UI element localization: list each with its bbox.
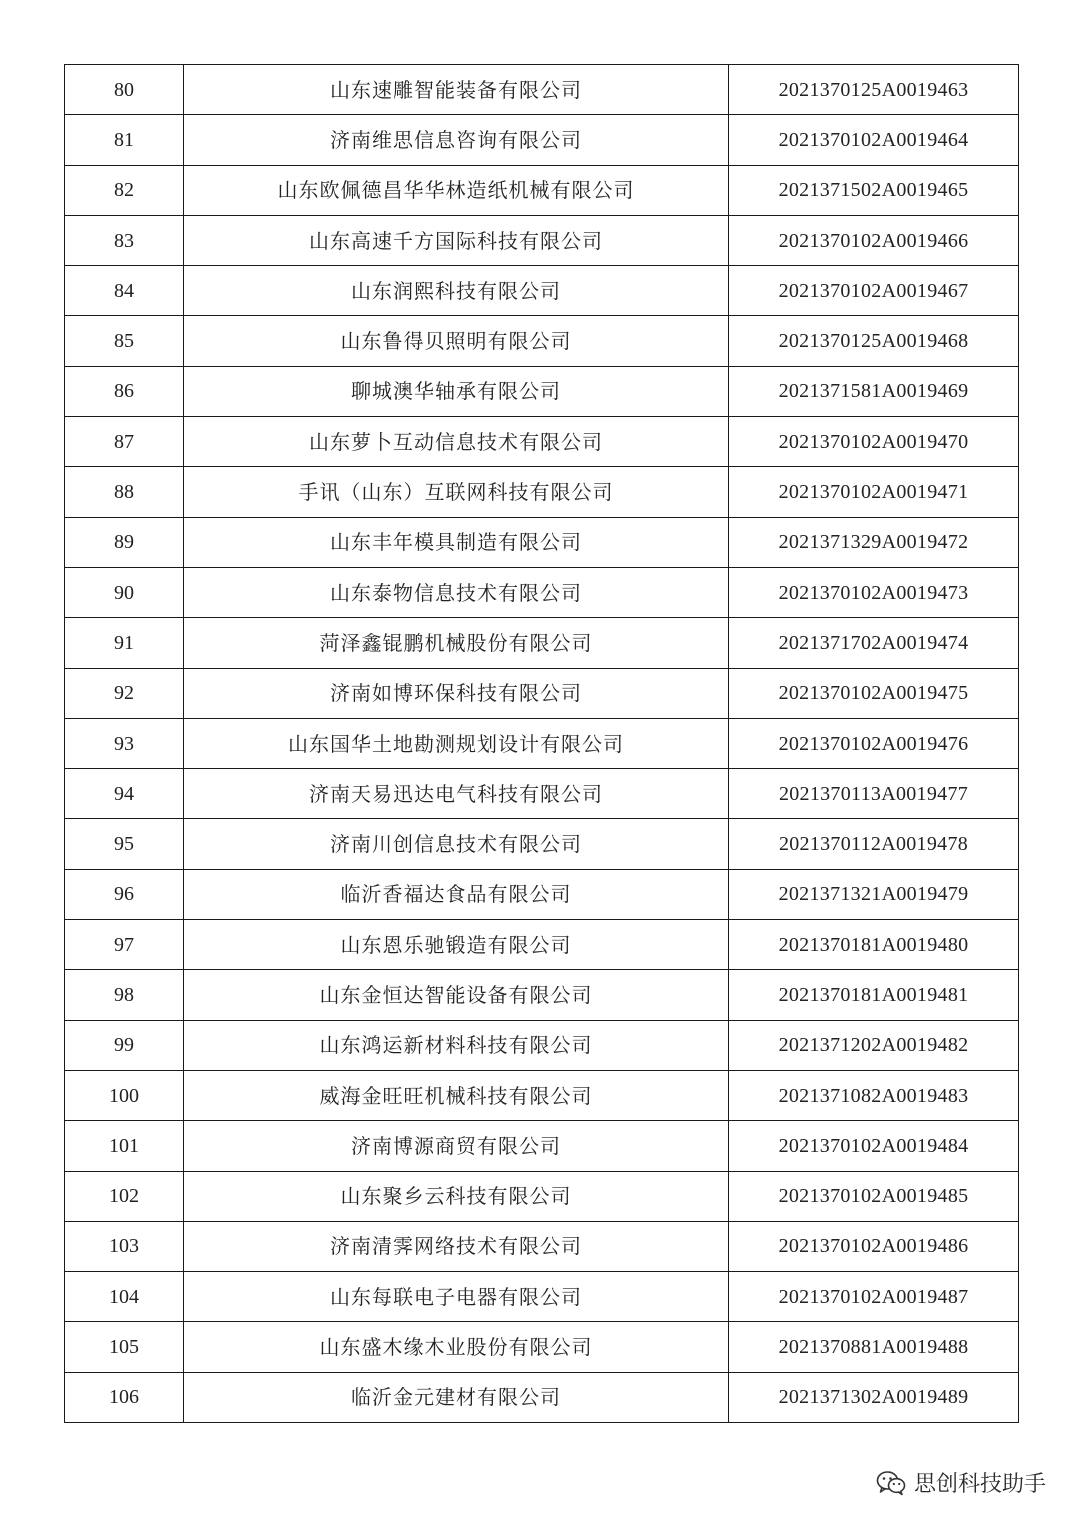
table-row [65,1171,1019,1221]
table-row [65,1020,1019,1070]
row-number: 100 [65,1070,184,1120]
table-row [65,215,1019,265]
company-name: 威海金旺旺机械科技有限公司 [184,1070,729,1120]
company-registry-table [64,64,1019,1423]
registration-code: 2021371581A0019469 [729,366,1019,416]
row-number: 104 [65,1272,184,1322]
row-number: 101 [65,1121,184,1171]
company-name: 济南川创信息技术有限公司 [184,819,729,869]
registration-code: 2021370102A0019464 [729,115,1019,165]
table-row [65,819,1019,869]
registration-code: 2021371202A0019482 [729,1020,1019,1070]
registration-code: 2021370113A0019477 [729,769,1019,819]
company-name: 聊城澳华轴承有限公司 [184,366,729,416]
row-number: 102 [65,1171,184,1221]
row-number: 91 [65,618,184,668]
row-number: 95 [65,819,184,869]
company-name: 济南维思信息咨询有限公司 [184,115,729,165]
registration-code: 2021370102A0019487 [729,1272,1019,1322]
company-name: 菏泽鑫锟鹏机械股份有限公司 [184,618,729,668]
company-name: 山东欧佩德昌华华林造纸机械有限公司 [184,165,729,215]
company-name: 山东润熙科技有限公司 [184,266,729,316]
table-row [65,718,1019,768]
company-name: 山东国华土地勘测规划设计有限公司 [184,718,729,768]
row-number: 85 [65,316,184,366]
company-name: 山东速雕智能装备有限公司 [184,65,729,115]
wechat-icon [876,1470,906,1496]
row-number: 80 [65,65,184,115]
row-number: 81 [65,115,184,165]
table-row [65,869,1019,919]
table-row [65,366,1019,416]
table-row [65,65,1019,115]
table-row [65,567,1019,617]
table-row [65,970,1019,1020]
table-row [65,316,1019,366]
registration-code: 2021370102A0019466 [729,215,1019,265]
row-number: 99 [65,1020,184,1070]
company-name: 济南清霁网络技术有限公司 [184,1221,729,1271]
row-number: 88 [65,467,184,517]
table-row [65,417,1019,467]
company-name: 临沂金元建材有限公司 [184,1372,729,1422]
company-name: 山东聚乡云科技有限公司 [184,1171,729,1221]
company-name: 山东高速千方国际科技有限公司 [184,215,729,265]
table-row [65,618,1019,668]
row-number: 82 [65,165,184,215]
company-name: 山东恩乐驰锻造有限公司 [184,920,729,970]
row-number: 87 [65,417,184,467]
row-number: 84 [65,266,184,316]
registration-code: 2021371502A0019465 [729,165,1019,215]
registration-code: 2021370102A0019484 [729,1121,1019,1171]
watermark [876,1467,1046,1498]
table-row [65,668,1019,718]
registration-code: 2021370102A0019475 [729,668,1019,718]
company-name: 山东鲁得贝照明有限公司 [184,316,729,366]
table-row [65,467,1019,517]
company-name: 山东丰年模具制造有限公司 [184,517,729,567]
registration-code: 2021370102A0019476 [729,718,1019,768]
table-row [65,266,1019,316]
row-number: 89 [65,517,184,567]
registration-code: 2021370125A0019463 [729,65,1019,115]
table-row [65,1322,1019,1372]
table-row [65,1221,1019,1271]
company-name: 山东金恒达智能设备有限公司 [184,970,729,1020]
row-number: 86 [65,366,184,416]
registration-code: 2021370125A0019468 [729,316,1019,366]
row-number: 93 [65,718,184,768]
registration-code: 2021370102A0019471 [729,467,1019,517]
registration-code: 2021370181A0019480 [729,920,1019,970]
table-row [65,1272,1019,1322]
registration-code: 2021371082A0019483 [729,1070,1019,1120]
row-number: 103 [65,1221,184,1271]
registration-code: 2021370181A0019481 [729,970,1019,1020]
row-number: 92 [65,668,184,718]
company-name: 山东盛木缘木业股份有限公司 [184,1322,729,1372]
company-name: 济南天易迅达电气科技有限公司 [184,769,729,819]
table-row [65,1121,1019,1171]
table-row [65,165,1019,215]
table-row [65,115,1019,165]
table-row [65,1372,1019,1422]
table-row [65,769,1019,819]
company-name: 临沂香福达食品有限公司 [184,869,729,919]
company-name: 手讯（山东）互联网科技有限公司 [184,467,729,517]
registration-code: 2021371702A0019474 [729,618,1019,668]
row-number: 105 [65,1322,184,1372]
row-number: 83 [65,215,184,265]
registration-code: 2021370102A0019485 [729,1171,1019,1221]
row-number: 106 [65,1372,184,1422]
company-name: 济南如博环保科技有限公司 [184,668,729,718]
table-row [65,920,1019,970]
registration-code: 2021371302A0019489 [729,1372,1019,1422]
registration-code: 2021370102A0019486 [729,1221,1019,1271]
company-name: 山东萝卜互动信息技术有限公司 [184,417,729,467]
watermark-text: 思创科技助手 [913,1472,1046,1497]
company-name: 山东鸿运新材料科技有限公司 [184,1020,729,1070]
registration-code: 2021370102A0019470 [729,417,1019,467]
registration-code: 2021370102A0019467 [729,266,1019,316]
row-number: 90 [65,567,184,617]
table-row [65,1070,1019,1120]
registration-code: 2021370112A0019478 [729,819,1019,869]
company-name: 济南博源商贸有限公司 [184,1121,729,1171]
row-number: 96 [65,869,184,919]
registration-code: 2021371321A0019479 [729,869,1019,919]
registration-code: 2021371329A0019472 [729,517,1019,567]
registration-code: 2021370881A0019488 [729,1322,1019,1372]
row-number: 97 [65,920,184,970]
table-body [65,65,1019,1423]
company-name: 山东每联电子电器有限公司 [184,1272,729,1322]
row-number: 94 [65,769,184,819]
row-number: 98 [65,970,184,1020]
company-name: 山东泰物信息技术有限公司 [184,567,729,617]
table-row [65,517,1019,567]
registration-code: 2021370102A0019473 [729,567,1019,617]
